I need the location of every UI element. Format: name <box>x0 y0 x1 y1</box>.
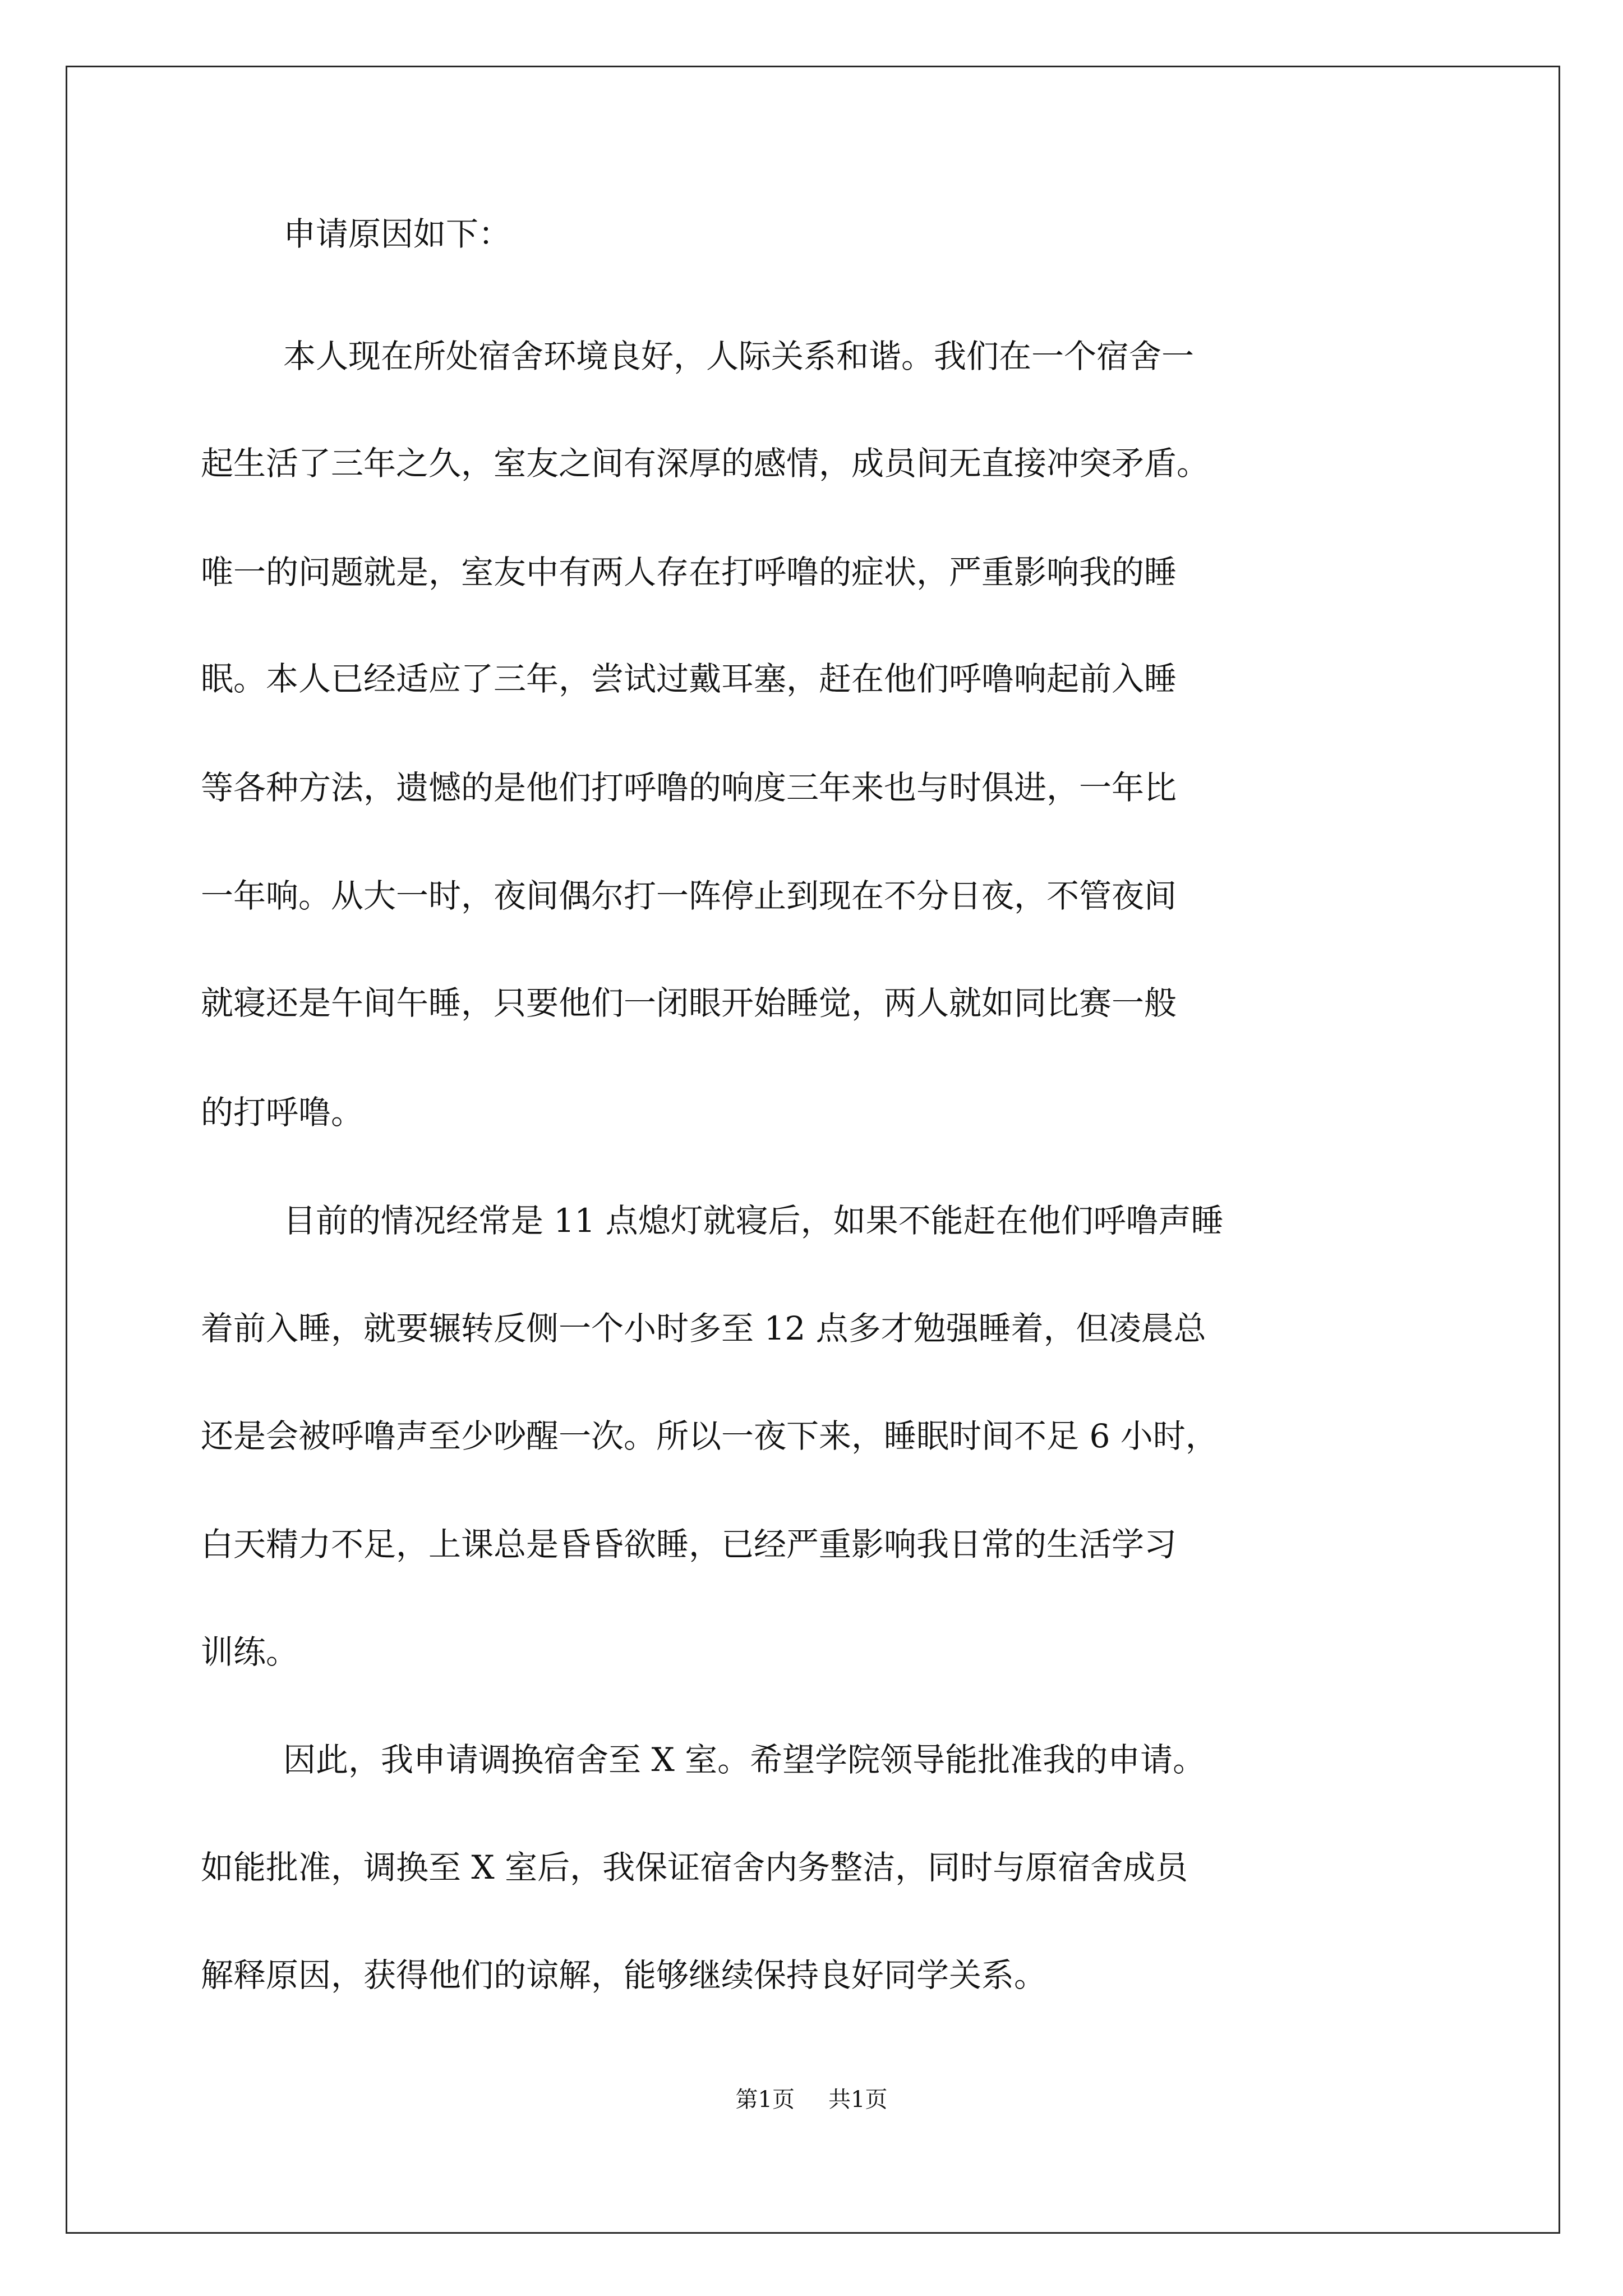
paragraph-line: 本人现在所处宿舍环境良好，人际关系和谐。我们在一个宿舍一 <box>283 337 1195 375</box>
paragraph-line: 眠。本人已经适应了三年，尝试过戴耳塞，赶在他们呼噜响起前入睡 <box>201 660 1177 698</box>
paragraph-line: 还是会被呼噜声至少吵醒一次。所以一夜下来，睡眠时间不足 6 小时， <box>201 1417 1218 1455</box>
paragraph-line: 唯一的问题就是，室友中有两人存在打呼噜的症状，严重影响我的睡 <box>201 553 1177 591</box>
paragraph-line: 如能批准，调换至 X 室后，我保证宿舍内务整洁，同时与原宿舍成员 <box>201 1848 1188 1887</box>
paragraph-line: 目前的情况经常是 11 点熄灯就寝后，如果不能赶在他们呼噜声睡 <box>283 1202 1224 1240</box>
paragraph-line: 训练。 <box>201 1633 299 1671</box>
paragraph-line: 就寝还是午间午睡，只要他们一闭眼开始睡觉，两人就如同比赛一般 <box>201 984 1177 1022</box>
paragraph-line: 等各种方法，遗憾的是他们打呼噜的响度三年来也与时俱进，一年比 <box>201 769 1177 807</box>
paragraph-line: 起生活了三年之久，室友之间有深厚的感情，成员间无直接冲突矛盾。 <box>201 444 1210 482</box>
paragraph-line: 的打呼噜。 <box>201 1093 364 1131</box>
page-footer <box>0 2086 1623 2114</box>
paragraph-line: 申请原因如下： <box>283 215 511 253</box>
paragraph-line: 解释原因，获得他们的谅解，能够继续保持良好同学关系。 <box>201 1956 1047 1994</box>
paragraph-line: 着前入睡，就要辗转反侧一个小时多至 12 点多才勉强睡着，但凌晨总 <box>201 1309 1206 1347</box>
paragraph-line: 白天精力不足，上课总是昏昏欲睡，已经严重影响我日常的生活学习 <box>201 1525 1177 1563</box>
page-number: 第1页 <box>735 2087 795 2113</box>
paragraph-line: 因此，我申请调换宿舍至 X 室。希望学院领导能批准我的申请。 <box>283 1741 1206 1779</box>
page-total: 共1页 <box>828 2087 888 2113</box>
paragraph-line: 一年响。从大一时，夜间偶尔打一阵停止到现在不分日夜，不管夜间 <box>201 877 1177 915</box>
page-frame <box>66 66 1560 2234</box>
